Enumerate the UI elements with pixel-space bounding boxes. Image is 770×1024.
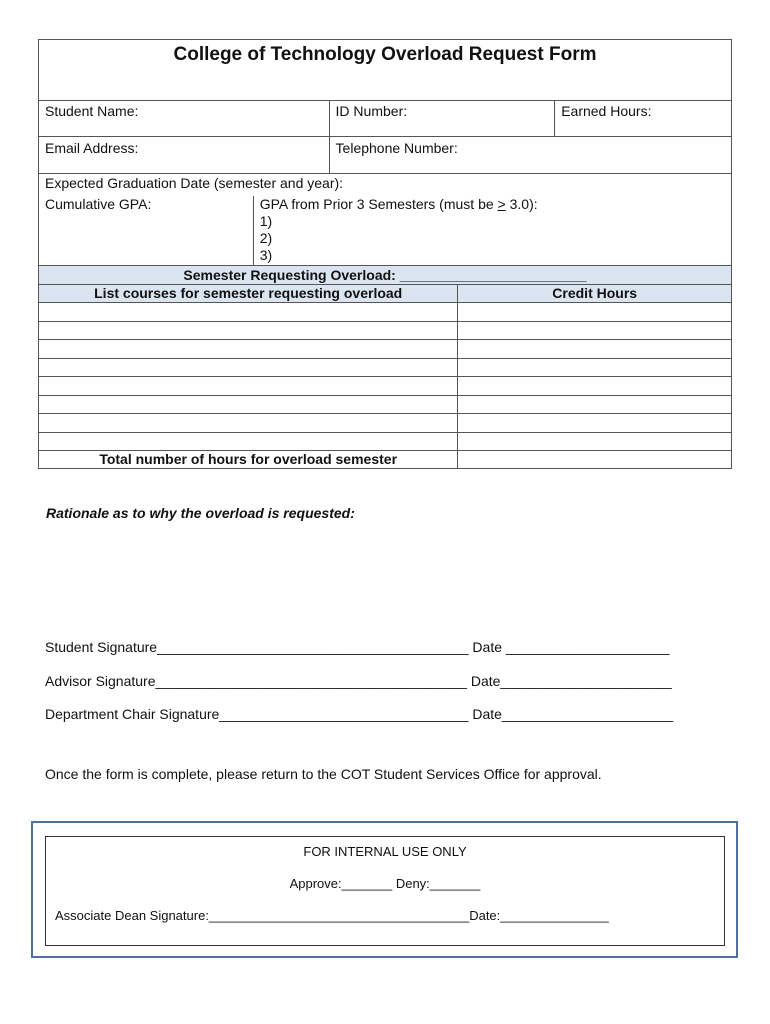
email-address-field[interactable]: Email Address: (39, 137, 330, 174)
total-hours-label: Total number of hours for overload semester (39, 451, 458, 469)
overload-request-table (38, 39, 732, 469)
credit-cell[interactable] (458, 432, 732, 451)
credit-cell[interactable] (458, 414, 732, 433)
total-hours-field[interactable] (458, 451, 732, 469)
prior-gpa-label: GPA from Prior 3 Semesters (must be > 3.0): (259, 195, 538, 212)
gpa-item-2: 2) (259, 229, 273, 246)
associate-dean-signature-line[interactable]: Associate Dean Signature:____________________________________Date:_______________ (55, 908, 609, 923)
telephone-number-field[interactable]: Telephone Number: (329, 137, 731, 174)
internal-use-box (31, 821, 738, 958)
course-cell[interactable] (39, 321, 458, 340)
credit-cell[interactable] (458, 303, 732, 322)
internal-use-title: FOR INTERNAL USE ONLY (303, 844, 467, 859)
department-chair-signature-line[interactable]: Department Chair Signature________________________________ Date______________________ (45, 706, 674, 722)
credit-cell[interactable] (458, 321, 732, 340)
student-name-field[interactable]: Student Name: (39, 101, 330, 137)
course-cell[interactable] (39, 340, 458, 359)
course-cell[interactable] (39, 303, 458, 322)
advisor-signature-line[interactable]: Advisor Signature________________________________________ Date______________________ (45, 673, 672, 689)
gpa-item-3: 3) (259, 246, 273, 263)
greater-equal-symbol: > (497, 195, 506, 212)
prior-gpa-field[interactable] (253, 196, 731, 266)
course-cell[interactable] (39, 395, 458, 414)
internal-use-inner-box (45, 836, 725, 946)
cumulative-gpa-field[interactable]: Cumulative GPA: (39, 196, 254, 266)
semester-requesting-row[interactable]: Semester Requesting Overload: ________________________ (39, 266, 732, 285)
credit-cell[interactable] (458, 395, 732, 414)
credit-cell[interactable] (458, 340, 732, 359)
approve-deny-line[interactable]: Approve:_______ Deny:_______ (289, 876, 481, 891)
rationale-label: Rationale as to why the overload is requested: (46, 505, 355, 521)
course-cell[interactable] (39, 432, 458, 451)
course-cell[interactable] (39, 377, 458, 396)
return-instructions: Once the form is complete, please return to the COT Student Services Office for approval. (45, 766, 602, 782)
form-title: College of Technology Overload Request Form (39, 40, 732, 101)
id-number-field[interactable]: ID Number: (329, 101, 555, 137)
credit-cell[interactable] (458, 377, 732, 396)
course-cell[interactable] (39, 358, 458, 377)
graduation-date-field[interactable]: Expected Graduation Date (semester and year): (39, 174, 732, 196)
gpa-item-1: 1) (259, 212, 273, 229)
courses-header: List courses for semester requesting overload (39, 285, 458, 303)
credit-hours-header: Credit Hours (458, 285, 732, 303)
student-signature-line[interactable]: Student Signature________________________________________ Date _____________________ (45, 639, 670, 655)
credit-cell[interactable] (458, 358, 732, 377)
course-cell[interactable] (39, 414, 458, 433)
earned-hours-field[interactable]: Earned Hours: (555, 101, 732, 137)
